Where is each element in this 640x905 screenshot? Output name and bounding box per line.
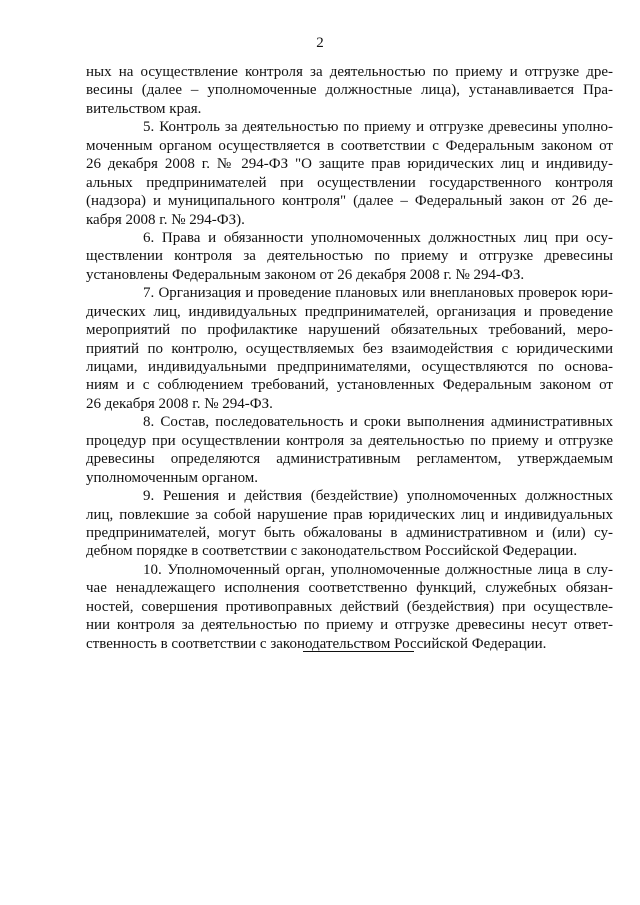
paragraph-5-line: 5. Контроль за деятельностью по приему и отгрузке древесины уполно- [143, 119, 613, 136]
text-line: (надзора) и муниципального контроля" (далее – Федеральный закон от 26 де- [86, 193, 613, 210]
text-line: мероприятий по профилактике нарушений обязательных требований, меро- [86, 322, 613, 339]
text-line: ществлении контроля за деятельностью по приему и отгрузке древесины [86, 248, 613, 265]
text-line: предпринимателей, могут быть обжалованы в административном и (или) су- [86, 524, 613, 541]
page-number: 2 [316, 35, 324, 51]
text-line: 26 декабря 2008 г. № 294-ФЗ "О защите прав юридических лиц и индивиду- [86, 156, 613, 173]
text-line: дебном порядке в соответствии с законодательством Российской Федерации. [86, 543, 578, 560]
document-body [86, 63, 613, 653]
text-line: уполномоченным органом. [86, 469, 259, 486]
text-line: нии контроля за деятельностью по приему и отгрузке древесины несут ответ- [86, 617, 613, 634]
paragraph-8-line: 8. Состав, последовательность и сроки выполнения административных [143, 414, 613, 431]
paragraph-6-line: 6. Права и обязанности уполномоченных должностных лиц при осу- [143, 229, 613, 246]
text-line: ниям и с соблюдением требований, установленных Федеральным законом от [86, 377, 613, 394]
text-line: альных предпринимателей при осуществлении государственного контроля [86, 174, 613, 191]
text-line: кабря 2008 г. № 294-ФЗ). [86, 211, 245, 228]
text-line: чае ненадлежащего исполнения соответственно функций, служебных обязан- [86, 580, 613, 597]
text-line: ных на осуществление контроля за деятельностью по приему и отгрузке дре- [86, 64, 613, 80]
paragraph-10-line: 10. Уполномоченный орган, уполномоченные должностные лица в слу- [143, 561, 613, 578]
end-separator-line [303, 651, 414, 652]
text-line: ностей, совершения противоправных действий (бездействия) при осуществле- [86, 598, 613, 615]
text-line: ственность в соответствии с законодательством Российской Федерации. [86, 635, 547, 652]
text-line: дических лиц, индивидуальных предпринимателей, организация и проведение [86, 303, 613, 320]
text-line: лиц, повлекшие за собой нарушение прав юридических лиц и индивидуальных [86, 506, 613, 523]
text-line: вительством края. [86, 100, 202, 117]
paragraph-7-line: 7. Организация и проведение плановых или внеплановых проверок юри- [143, 285, 613, 302]
text-line: весины (далее – уполномоченные должностные лица), устанавливается Пра- [86, 82, 613, 99]
text-line: лицами, индивидуальными предпринимателями, осуществляются по основа- [86, 359, 613, 375]
text-line: процедур при осуществлении контроля за деятельностью по приему и отгрузке [86, 432, 613, 449]
paragraph-9-line: 9. Решения и действия (бездействие) уполномоченных должностных [143, 488, 613, 505]
text-line: древесины определяются административным регламентом, утверждаемым [86, 451, 613, 468]
text-line: 26 декабря 2008 г. № 294-ФЗ. [86, 395, 273, 412]
text-line: приятий по контролю, осуществляемых без взаимодействия с юридическими [86, 340, 613, 357]
text-line: моченным органом осуществляется в соответствии с Федеральным законом от [86, 137, 613, 154]
text-line: установлены Федеральным законом от 26 декабря 2008 г. № 294-ФЗ. [86, 266, 525, 283]
